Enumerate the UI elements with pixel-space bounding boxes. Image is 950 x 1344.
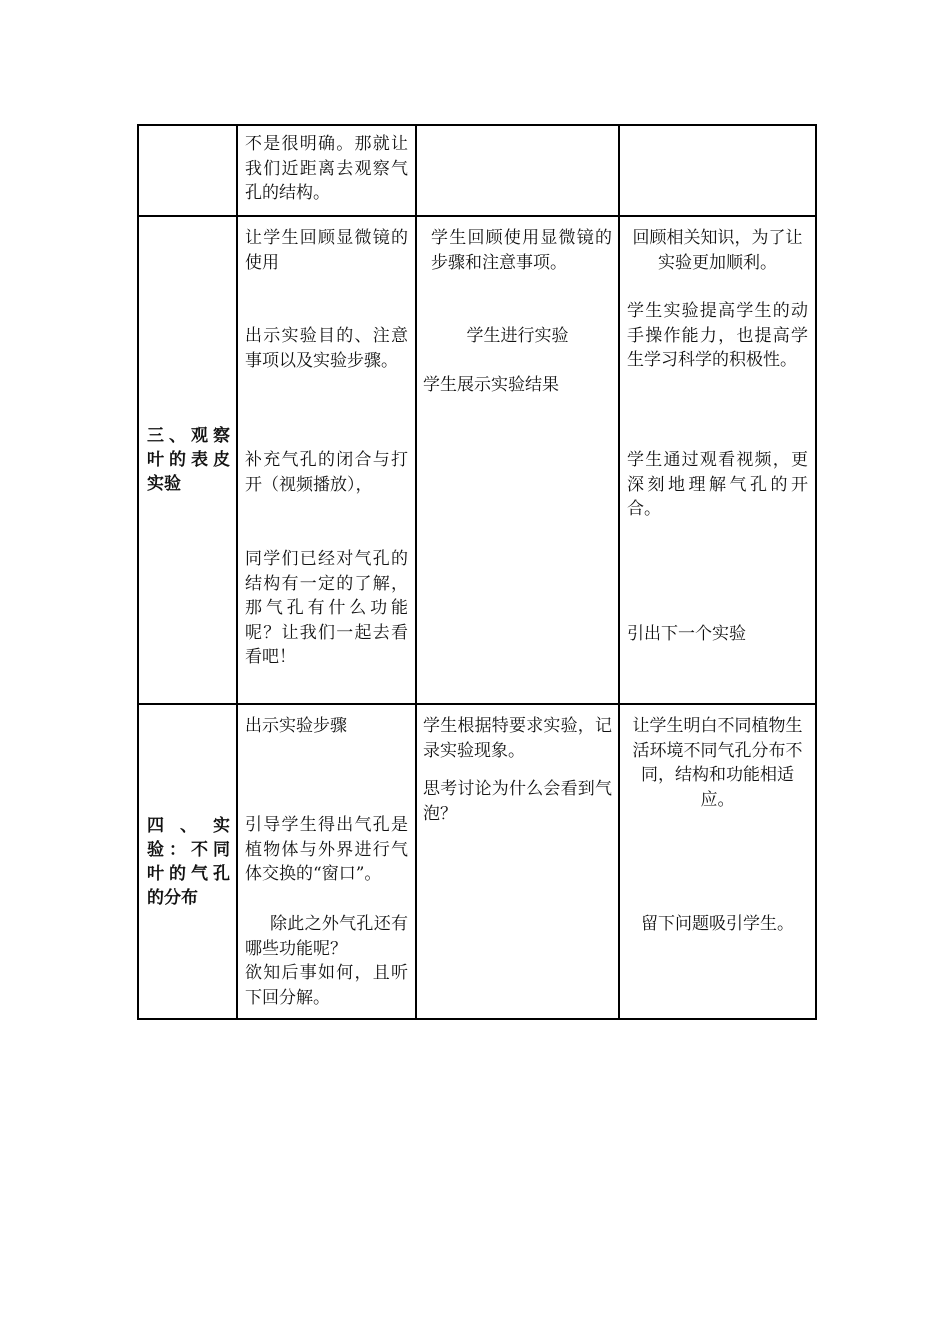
teacher-activity-cell [237,704,416,1019]
table-row [138,216,816,704]
student-text: 思考讨论为什么会看到气泡？ [423,779,612,824]
stage-label: 三、观察叶的表皮实验 [147,426,230,494]
student-text: 学生根据特要求实验，记录实验现象。 [423,716,612,761]
stage-cell [138,704,237,1019]
design-intent-cell [619,216,816,704]
teacher-text: 除此之外气孔还有哪些功能呢？ [245,914,408,959]
teacher-text: 欲知后事如何，且听下回分解。 [245,963,408,1008]
table-row [138,125,816,216]
stage-cell [138,216,237,704]
teacher-text: 引导学生得出气孔是植物体与外界进行气体交换的“窗口”。 [245,815,408,884]
student-text: 学生进行实验 [466,326,569,346]
intent-text: 回顾相关知识，为了让实验更加顺利。 [632,228,803,273]
table-row [138,704,816,1019]
stage-cell [138,125,237,216]
intent-text: 让学生明白不同植物生活环境不同气孔分布不同，结构和功能相适应。 [632,716,803,810]
teacher-text: 不是很明确。那就让我们近距离去观察气孔的结构。 [245,134,408,203]
student-activity-cell [416,125,619,216]
design-intent-cell [619,704,816,1019]
teacher-activity-cell [237,125,416,216]
student-text: 学生回顾使用显微镜的步骤和注意事项。 [431,228,612,273]
teacher-activity-cell [237,216,416,704]
intent-text: 引出下一个实验 [627,624,746,644]
teacher-text: 同学们已经对气孔的结构有一定的了解，那气孔有什么功能呢？让我们一起去看看吧！ [245,549,408,667]
teacher-text: 让学生回顾显微镜的使用 [245,228,408,273]
teacher-text: 出示实验目的、注意事项以及实验步骤。 [245,326,408,371]
teacher-text: 出示实验步骤 [245,716,347,736]
student-activity-cell [416,216,619,704]
design-intent-cell [619,125,816,216]
student-activity-cell [416,704,619,1019]
teacher-text: 补充气孔的闭合与打开（视频播放）， [245,450,408,495]
stage-label: 四、实验：不同叶的气孔的分布 [147,815,230,908]
student-text: 学生展示实验结果 [423,375,559,395]
lesson-plan-table [137,124,817,1020]
intent-text: 留下问题吸引学生。 [641,914,794,934]
intent-text: 学生实验提高学生的动手操作能力，也提高学生学习科学的积极性。 [627,301,808,370]
intent-text: 学生通过观看视频，更深刻地理解气孔的开合。 [627,450,808,519]
